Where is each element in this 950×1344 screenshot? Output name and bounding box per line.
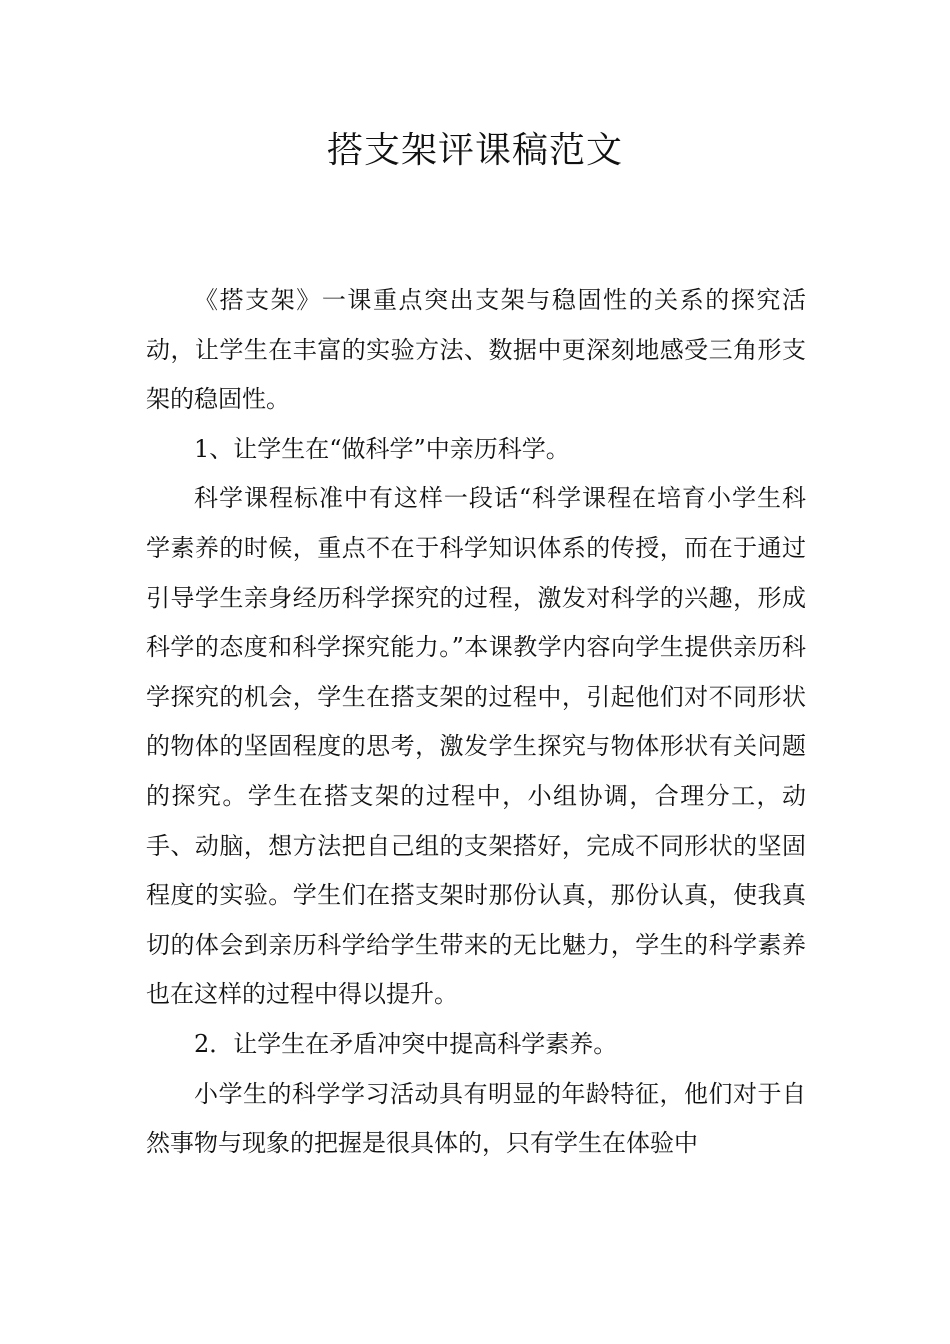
paragraph-section-2: 小学生的科学学习活动具有明显的年龄特征，他们对于自然事物与现象的把握是很具体的，只有学生在体验中 xyxy=(146,1079,806,1158)
paragraph-section-1: 科学课程标准中有这样一段话“科学课程在培育小学生科学素养的时候，重点不在于科学知识体系的传授，而在于通过引导学生亲身经历科学探究的过程，激发对科学的兴趣，形成科学的态度和科学探究能力。”本课教学内容向学生提供亲历科学探究的机会，学生在搭支架的过程中，引起他们对不同形状的物体的坚固程度的思考，激发学生探究与物体形状有关问题的探究。学生在搭支架的过程中，小组协调，合理分工，动手、动脑，想方法把自己组的支架搭好，完成不同形状的坚固程度的实验。学生们在搭支架时那份认真，那份认真，使我真切的体会到亲历科学给学生带来的无比魅力，学生的科学素养也在这样的过程中得以提升。 xyxy=(146,484,806,1009)
document-body xyxy=(146,276,806,1169)
paragraph-intro: 《搭支架》一课重点突出支架与稳固性的关系的探究活动，让学生在丰富的实验方法、数据中更深刻地感受三角形支架的稳固性。 xyxy=(146,286,806,414)
document-title: 搭支架评课稿范文 xyxy=(326,130,623,171)
paragraph-heading-2: 2．让学生在矛盾冲突中提高科学素养。 xyxy=(194,1029,618,1058)
paragraph-heading-1: 1、让学生在“做科学”中亲历科学。 xyxy=(194,434,570,463)
